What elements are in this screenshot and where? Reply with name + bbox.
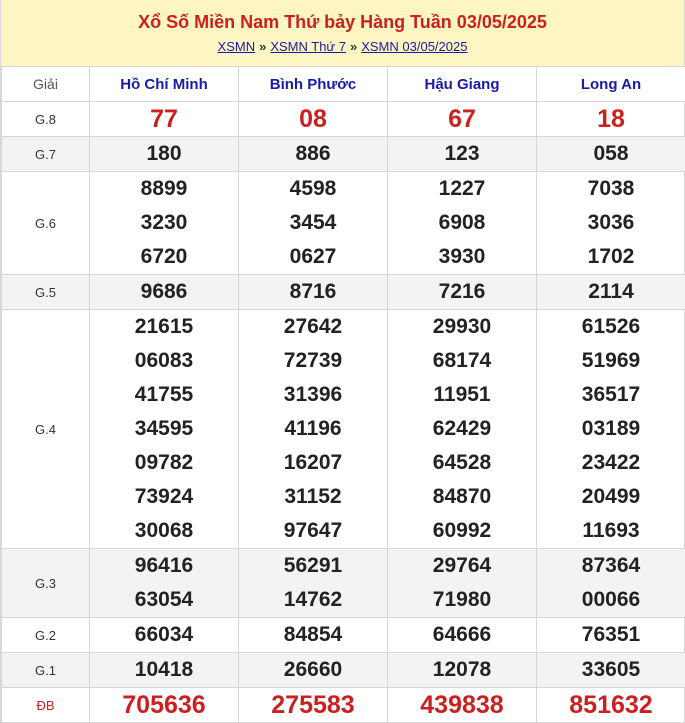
prize-number: 3930 — [388, 240, 536, 274]
prize-number: 08 — [239, 102, 387, 136]
prize-number: 56291 — [239, 549, 387, 583]
prize-cell — [537, 275, 685, 310]
prize-number: 8899 — [90, 172, 238, 206]
prize-number: 180 — [90, 137, 238, 171]
table-row — [2, 688, 685, 723]
column-header-binh-phuoc[interactable]: Bình Phước — [239, 67, 388, 102]
prize-number: 41755 — [90, 378, 238, 412]
prize-cell — [90, 137, 239, 172]
prize-label: G.5 — [2, 275, 90, 310]
prize-label: G.6 — [2, 172, 90, 275]
prize-number: 67 — [388, 102, 536, 136]
prize-number: 27642 — [239, 310, 387, 344]
prize-cell — [537, 102, 685, 137]
prize-number: 64528 — [388, 446, 536, 480]
column-header-giai: Giải — [2, 67, 90, 102]
table-row — [2, 102, 685, 137]
table-row — [2, 137, 685, 172]
prize-number: 30068 — [90, 514, 238, 548]
table-row — [2, 653, 685, 688]
column-header-long-an[interactable]: Long An — [537, 67, 685, 102]
prize-cell — [388, 688, 537, 723]
prize-cell — [239, 310, 388, 549]
prize-number: 31152 — [239, 480, 387, 514]
prize-cell — [90, 549, 239, 618]
prize-number: 16207 — [239, 446, 387, 480]
prize-number: 20499 — [537, 480, 685, 514]
prize-number: 12078 — [388, 653, 536, 687]
prize-number: 68174 — [388, 344, 536, 378]
prize-cell — [537, 618, 685, 653]
prize-number: 60992 — [388, 514, 536, 548]
prize-number: 51969 — [537, 344, 685, 378]
prize-number: 72739 — [239, 344, 387, 378]
prize-label: G.7 — [2, 137, 90, 172]
prize-number: 9686 — [90, 275, 238, 309]
column-header-ho-chi-minh[interactable]: Hồ Chí Minh — [90, 67, 239, 102]
prize-cell — [90, 688, 239, 723]
prize-number: 058 — [537, 137, 685, 171]
breadcrumb-link-xsmn-date[interactable]: XSMN 03/05/2025 — [361, 39, 467, 54]
prize-number: 2114 — [537, 275, 685, 309]
prize-number: 4598 — [239, 172, 387, 206]
prize-number: 66034 — [90, 618, 238, 652]
prize-number: 41196 — [239, 412, 387, 446]
prize-number: 77 — [90, 102, 238, 136]
breadcrumb-link-xsmn-thu-7[interactable]: XSMN Thứ 7 — [270, 39, 346, 54]
prize-number: 3454 — [239, 206, 387, 240]
prize-number: 06083 — [90, 344, 238, 378]
breadcrumb-separator: » — [346, 39, 361, 54]
prize-number: 851632 — [537, 688, 685, 722]
results-header — [1, 0, 684, 66]
prize-number: 33605 — [537, 653, 685, 687]
prize-number: 71980 — [388, 583, 536, 617]
prize-cell — [239, 275, 388, 310]
prize-cell — [90, 172, 239, 275]
prize-number: 09782 — [90, 446, 238, 480]
prize-number: 61526 — [537, 310, 685, 344]
prize-cell — [388, 275, 537, 310]
prize-label: G.8 — [2, 102, 90, 137]
prize-number: 62429 — [388, 412, 536, 446]
prize-cell — [388, 137, 537, 172]
prize-cell — [239, 102, 388, 137]
prize-cell — [239, 653, 388, 688]
prize-number: 36517 — [537, 378, 685, 412]
breadcrumb-separator: » — [255, 39, 270, 54]
prize-label: G.4 — [2, 310, 90, 549]
prize-number: 705636 — [90, 688, 238, 722]
prize-cell — [537, 137, 685, 172]
prize-cell — [388, 653, 537, 688]
table-row — [2, 549, 685, 618]
prize-cell — [239, 618, 388, 653]
prize-cell — [90, 653, 239, 688]
prize-number: 84870 — [388, 480, 536, 514]
prize-cell — [90, 310, 239, 549]
prize-cell — [90, 618, 239, 653]
prize-cell — [239, 688, 388, 723]
prize-number: 03189 — [537, 412, 685, 446]
prize-number: 64666 — [388, 618, 536, 652]
prize-number: 21615 — [90, 310, 238, 344]
prize-cell — [90, 275, 239, 310]
prize-number: 275583 — [239, 688, 387, 722]
prize-cell — [388, 102, 537, 137]
prize-number: 6720 — [90, 240, 238, 274]
prize-number: 3036 — [537, 206, 685, 240]
table-header-row — [2, 67, 685, 102]
prize-cell — [90, 102, 239, 137]
prize-cell — [239, 549, 388, 618]
prize-number: 6908 — [388, 206, 536, 240]
table-row — [2, 275, 685, 310]
prize-cell — [239, 172, 388, 275]
prize-number: 97647 — [239, 514, 387, 548]
breadcrumb-link-xsmn[interactable]: XSMN — [218, 39, 256, 54]
prize-number: 00066 — [537, 583, 685, 617]
column-header-hau-giang[interactable]: Hậu Giang — [388, 67, 537, 102]
prize-number: 84854 — [239, 618, 387, 652]
table-row — [2, 172, 685, 275]
prize-cell — [239, 137, 388, 172]
prize-number: 31396 — [239, 378, 387, 412]
prize-number: 26660 — [239, 653, 387, 687]
prize-number: 1702 — [537, 240, 685, 274]
prize-label: ĐB — [2, 688, 90, 723]
prize-cell — [537, 653, 685, 688]
prize-number: 8716 — [239, 275, 387, 309]
prize-cell — [537, 172, 685, 275]
prize-number: 0627 — [239, 240, 387, 274]
prize-number: 11951 — [388, 378, 536, 412]
prize-number: 29764 — [388, 549, 536, 583]
prize-number: 10418 — [90, 653, 238, 687]
prize-number: 7216 — [388, 275, 536, 309]
results-table — [1, 66, 685, 723]
prize-number: 7038 — [537, 172, 685, 206]
prize-number: 76351 — [537, 618, 685, 652]
prize-cell — [537, 688, 685, 723]
table-row — [2, 310, 685, 549]
prize-number: 1227 — [388, 172, 536, 206]
prize-cell — [388, 549, 537, 618]
prize-label: G.3 — [2, 549, 90, 618]
table-row — [2, 618, 685, 653]
prize-number: 63054 — [90, 583, 238, 617]
prize-cell — [388, 618, 537, 653]
prize-cell — [537, 310, 685, 549]
prize-number: 23422 — [537, 446, 685, 480]
prize-number: 29930 — [388, 310, 536, 344]
prize-cell — [388, 310, 537, 549]
prize-number: 87364 — [537, 549, 685, 583]
prize-number: 886 — [239, 137, 387, 171]
prize-label: G.1 — [2, 653, 90, 688]
prize-number: 96416 — [90, 549, 238, 583]
prize-number: 123 — [388, 137, 536, 171]
prize-number: 18 — [537, 102, 685, 136]
prize-number: 14762 — [239, 583, 387, 617]
page-title: Xổ Số Miền Nam Thứ bảy Hàng Tuần 03/05/2025 — [1, 11, 684, 33]
prize-number: 3230 — [90, 206, 238, 240]
prize-number: 73924 — [90, 480, 238, 514]
prize-cell — [537, 549, 685, 618]
breadcrumb — [1, 39, 684, 55]
prize-cell — [388, 172, 537, 275]
prize-label: G.2 — [2, 618, 90, 653]
prize-number: 439838 — [388, 688, 536, 722]
prize-number: 11693 — [537, 514, 685, 548]
prize-number: 34595 — [90, 412, 238, 446]
